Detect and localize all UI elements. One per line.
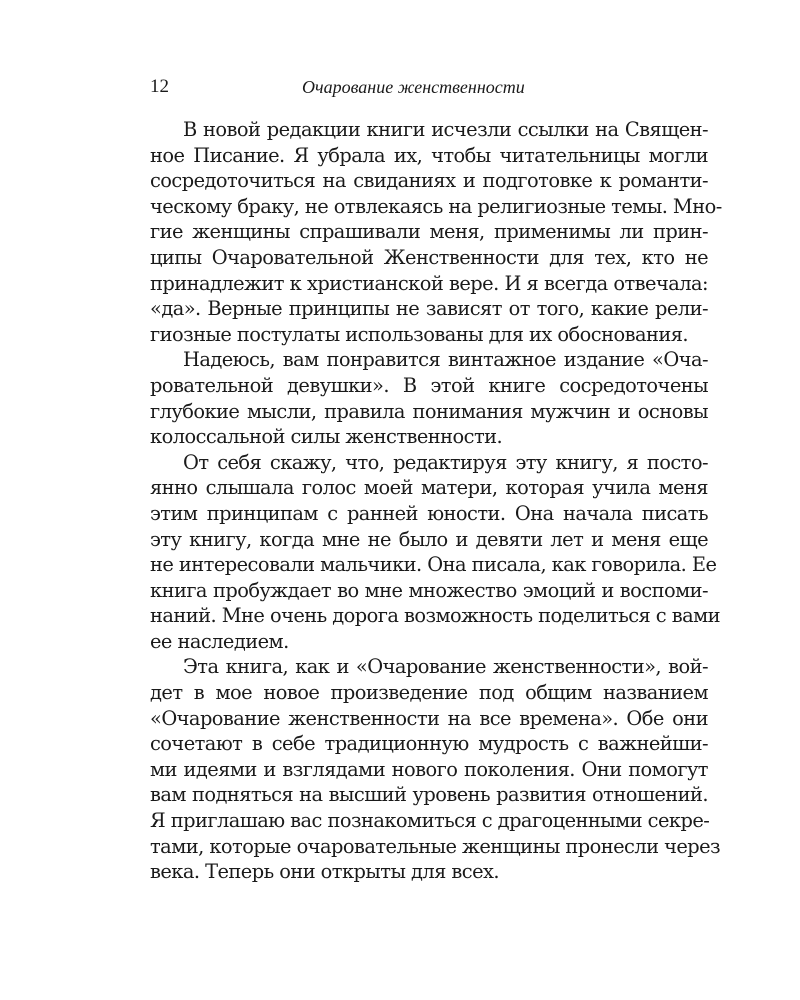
text-line: вам подняться на высший уровень развития отношений. — [150, 783, 708, 807]
text-line: глубокие мысли, правила понимания мужчин и основы — [150, 399, 708, 423]
text-line: эту книгу, когда мне не было и девяти лет и меня еще — [150, 527, 708, 551]
text-line: «да». Верные принципы не зависят от того, какие рели- — [150, 297, 708, 321]
page-number: 12 — [150, 76, 169, 97]
text-line: не интересовали мальчики. Она писала, как говорила. Ее — [150, 553, 717, 577]
running-head — [150, 74, 708, 100]
text-line: книга пробуждает во мне множество эмоций и воспоми- — [150, 578, 708, 602]
text-line: ми идеями и взглядами нового поколения. Они помогут — [150, 757, 708, 781]
text-line: Надеюсь, вам понравится винтажное издание «Оча- — [183, 348, 708, 372]
text-line: ципы Очаровательной Женственности для тех, кто не — [150, 245, 708, 269]
text-line: гиозные постулаты использованы для их обоснования. — [150, 322, 689, 346]
text-line: колоссальной силы женственности. — [150, 425, 503, 449]
paragraph — [150, 347, 708, 449]
text-line: «Очарование женственности на все времена». Обе они — [150, 706, 708, 730]
text-line: этим принципам с ранней юности. Она начала писать — [150, 501, 708, 525]
text-line: ное Писание. Я убрала их, чтобы читательницы могли — [150, 143, 708, 167]
text-line: ее наследием. — [150, 629, 289, 653]
paragraph — [150, 654, 721, 884]
text-line: В новой редакции книги исчезли ссылки на Священ- — [183, 118, 708, 141]
text-line: гие женщины спрашивали меня, применимы ли прин- — [150, 220, 708, 244]
text-line: Я приглашаю вас познакомиться с драгоценными секре- — [150, 809, 710, 833]
text-line: сочетают в себе традиционную мудрость с важнейши- — [150, 732, 708, 756]
paragraph — [150, 450, 721, 655]
text-line: тами, которые очаровательные женщины пронесли через — [150, 834, 721, 858]
text-line: сосредоточиться на свиданиях и подготовке к романти- — [150, 169, 708, 193]
text-line: ровательной девушки». В этой книге сосредоточены — [150, 373, 708, 397]
running-title: Очарование женственности — [302, 77, 525, 97]
text-line: века. Теперь они открыты для всех. — [150, 860, 500, 884]
text-line: янно слышала голос моей матери, которая учила меня — [150, 476, 708, 500]
paragraph — [150, 117, 722, 347]
body-text — [150, 117, 722, 885]
text-line: От себя скажу, что, редактируя эту книгу, я посто- — [183, 450, 708, 474]
text-line: Эта книга, как и «Очарование женственности», вой- — [183, 655, 708, 679]
text-line: принадлежит к христианской вере. И я всегда отвечала: — [150, 271, 708, 295]
text-line: дет в мое новое произведение под общим названием — [150, 681, 708, 705]
text-line: ческому браку, не отвлекаясь на религиозные темы. Мно- — [150, 194, 722, 218]
text-line: наний. Мне очень дорога возможность поделиться с вами — [150, 604, 721, 628]
